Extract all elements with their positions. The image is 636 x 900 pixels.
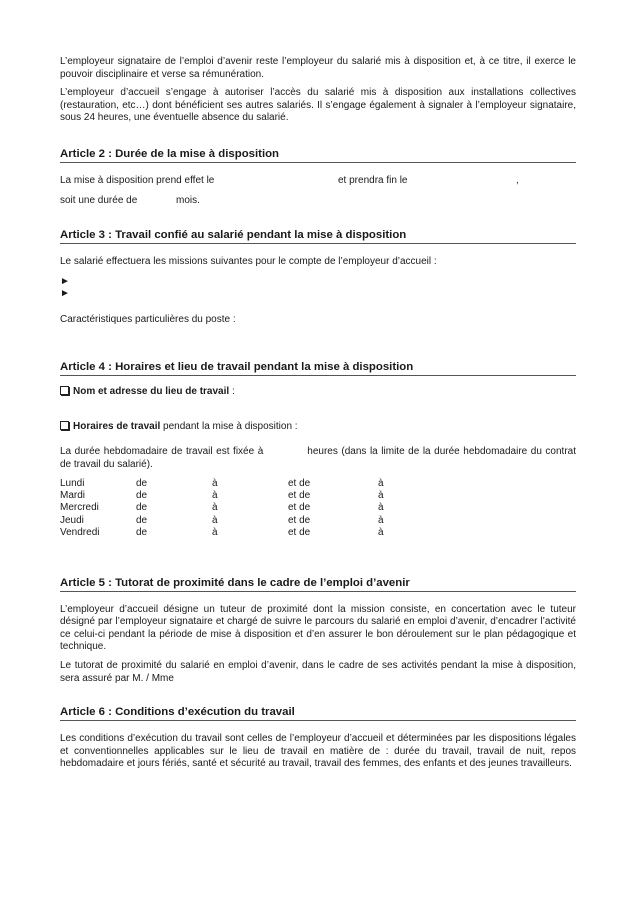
schedule-day: Lundi [60,477,85,489]
schedule-table [60,478,398,540]
duration-label: soit une durée de [60,194,138,206]
weekly-hours-suffix: heures (dans la limite de la durée hebdomadaire du contrat de travail du salarié). [60,446,577,470]
schedule-from-label: de [136,502,148,514]
checkbox-icon[interactable] [60,421,69,430]
months-label: mois. [176,194,200,206]
intro-paragraph-1: L’employeur signataire de l’emploi d’avenir reste l’employeur du salarié mis à disposition et, à ce titre, il exerce le pouvoir disciplinaire et verse sa rémunération. [60,56,576,80]
end-date-label: et prendra fin le [338,174,408,186]
hours-label: Horaires de travail [73,420,161,432]
schedule-and-to-label: à [378,477,384,489]
article-2-title: Article 2 : Durée de la mise à disposition [60,147,576,163]
schedule-to-label: à [212,527,218,539]
duration-months-line [60,195,576,208]
workplace-suffix: : [229,386,235,398]
weekly-hours-paragraph [60,446,576,471]
schedule-and-from-label: et de [288,477,311,489]
schedule-day: Vendredi [60,527,100,539]
document-page [60,56,576,771]
duration-dates-line [60,175,576,188]
article-5-title: Article 5 : Tutorat de proximité dans le cadre de l’emploi d’avenir [60,576,576,592]
mission-bullet-2: ► [60,287,70,299]
start-date-label: La mise à disposition prend effet le [60,174,215,186]
schedule-and-from-label: et de [288,527,311,539]
hours-suffix: pendant la mise à disposition : [160,420,298,432]
schedule-and-from-label: et de [288,514,311,526]
intro-paragraph-2: L’employeur d’accueil s’engage à autoriser l’accès du salarié mis à disposition aux installations collectives (restauration, etc…) dont bénéficient ses autres salariés. Il s’engage également à signaler à l’employeur signataire, sous 24 heures, une éventuelle absence du salarié. [60,87,576,124]
mission-bullet-1: ► [60,275,70,287]
workplace-label: Nom et adresse du lieu de travail [73,386,230,398]
schedule-and-from-label: et de [288,489,311,501]
schedule-to-label: à [212,502,218,514]
characteristics-label: Caractéristiques particulières du poste : [60,313,236,325]
schedule-and-to-label: à [378,489,384,501]
end-date-comma: , [516,174,519,186]
schedule-and-to-label: à [378,502,384,514]
schedule-and-to-label: à [378,514,384,526]
tutoring-paragraph-2: Le tutorat de proximité du salarié en emploi d’avenir, dans le cadre de ses activités pendant la mise à disposition, sera assuré par M. / Mme [60,659,576,684]
schedule-row [60,490,398,502]
schedule-and-to-label: à [378,527,384,539]
schedule-from-label: de [136,527,148,539]
schedule-from-label: de [136,477,148,489]
hours-option [60,421,576,434]
schedule-to-label: à [212,477,218,489]
tutoring-paragraph-1: L’employeur d’accueil désigne un tuteur de proximité dont la mission consiste, en concertation avec le tuteur désigné par l’employeur signataire et chargé de suivre le parcours du salarié en emploi d’avenir, d’encadrer l’activité ce celui-ci pendant la période de mise à disposition et d’en assurer le bon déroulement sur le plan pédagogique et technique. [60,603,576,653]
checkbox-icon[interactable] [60,386,69,395]
schedule-day: Mardi [60,489,86,501]
schedule-day: Mercredi [60,502,99,514]
schedule-to-label: à [212,514,218,526]
conditions-paragraph: Les conditions d’exécution du travail sont celles de l’employeur d’accueil et déterminées par les dispositions légales et conventionnelles applicables sur le lieu de travail en matière de : durée du travail, travail de nuit, repos hebdomadaire et jours fériés, santé et sécurité au travail, travail des femmes, des enfants et des jeunes travailleurs. [60,733,576,770]
schedule-row [60,478,398,490]
schedule-row [60,527,398,539]
article-6-title: Article 6 : Conditions d’exécution du travail [60,705,576,721]
schedule-row [60,502,398,514]
schedule-row [60,515,398,527]
weekly-hours-prefix: La durée hebdomadaire de travail est fixée à [60,446,264,458]
schedule-from-label: de [136,514,148,526]
article-4-title: Article 4 : Horaires et lieu de travail pendant la mise à disposition [60,360,576,376]
article-3-title: Article 3 : Travail confié au salarié pendant la mise à disposition [60,228,576,244]
schedule-day: Jeudi [60,514,84,526]
schedule-from-label: de [136,489,148,501]
schedule-to-label: à [212,489,218,501]
missions-intro: Le salarié effectuera les missions suivantes pour le compte de l’employeur d’accueil : [60,255,437,267]
workplace-option [60,386,576,399]
schedule-and-from-label: et de [288,502,311,514]
